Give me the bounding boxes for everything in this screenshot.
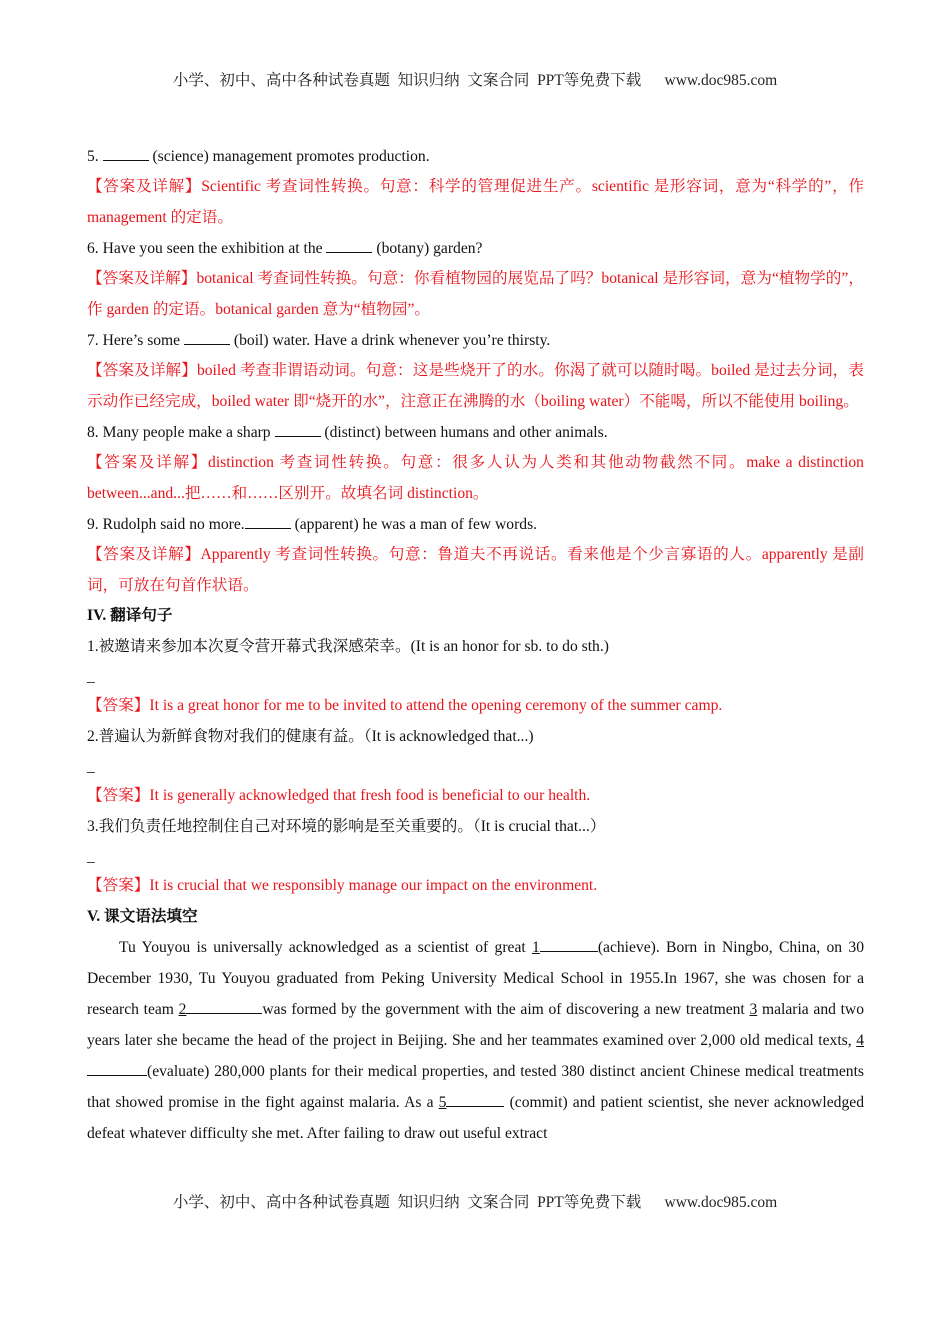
document-body bbox=[87, 142, 864, 1149]
blank-number-3: 3 bbox=[749, 1001, 758, 1019]
page-footer: 小学、初中、高中各种试卷真题 知识归纳 文案合同 PPT等免费下载 www.doc985.com bbox=[172, 1194, 778, 1211]
question-5: 5. (science) management promotes production. 【答案及详解】Scientific 考查词性转换。句意：科学的管理促进生产。scientific 是形容词，意为“科学的”，作 management 的定语。 bbox=[87, 142, 864, 234]
fill-blank bbox=[540, 937, 598, 952]
answer-blank bbox=[245, 514, 291, 529]
answer-blank bbox=[184, 330, 230, 345]
fill-blank bbox=[186, 999, 262, 1014]
question-7: 7. Here’s some (boil) water. Have a drink whenever you’re thirsty. 【答案及详解】boiled 考查非谓语动词。句意：这是些烧开了的水。你渴了就可以随时喝。boiled 是过去分词，表示动作已经完成，boiled water 即“烧开的水”，注意正在沸腾的水（boiling water）不能喝，所以不能使用 boiling。 bbox=[87, 326, 864, 418]
answer: 【答案】It is generally acknowledged that fresh food is beneficial to our health. bbox=[87, 787, 591, 805]
blank-number-1: 1 bbox=[532, 939, 540, 957]
section-title-grammar-fill: V. 课文语法填空 bbox=[87, 908, 198, 926]
grammar-fill-passage: Tu Youyou is universally acknowledged as a scientist of great 1 (achieve). Born in Ningbo, China, on 30 December 1930, Tu Youyou graduated from Peking University Medical School in 1955.In 1967, she was chosen for a research team 2 was formed by the government with the aim of discovering a new treatment 3 malaria and two years later she became the head of the project in Beijing. She and her teammates examined over 2,000 old medical texts, 4(evaluate) 280,000 plants for their medical properties, and tested 380 distinct ancient Chinese medical treatments that showed promise in the fight against malaria. As a 5 (commit) and patient scientist, she never acknowledged defeat whatever difficulty she met. After failing to draw out useful extract bbox=[87, 939, 864, 1143]
answer: 【答案】It is crucial that we responsibly manage our impact on the environment. bbox=[87, 877, 598, 895]
fill-blank bbox=[87, 1061, 147, 1076]
blank-number-2: 2 bbox=[178, 1001, 187, 1019]
answer-explanation: 【答案及详解】Scientific 考查词性转换。句意：科学的管理促进生产。scientific 是形容词，意为“科学的”，作 management 的定语。 bbox=[87, 178, 864, 227]
answer-blank bbox=[326, 238, 372, 253]
translation-2: 2.普遍认为新鲜食物对我们的健康有益。（It is acknowledged that...) _ 【答案】It is generally acknowledged that fresh food is beneficial to our health. bbox=[87, 722, 864, 812]
answer: 【答案】It is a great honor for me to be invited to attend the opening ceremony of the summer camp. bbox=[87, 697, 723, 715]
blank-number-4: 4 bbox=[856, 1032, 864, 1050]
answer-explanation: 【答案及详解】Apparently 考查词性转换。句意：鲁道夫不再说话。看来他是个少言寡语的人。apparently 是副词，可放在句首作状语。 bbox=[87, 545, 864, 594]
question-9: 9. Rudolph said no more. (apparent) he was a man of few words. 【答案及详解】Apparently 考查词性转换。句意：鲁道夫不再说话。看来他是个少言寡语的人。apparently 是副词，可放在句首作状语。 bbox=[87, 510, 864, 602]
fill-blank bbox=[446, 1092, 504, 1107]
answer-blank bbox=[103, 146, 149, 161]
answer-blank bbox=[275, 422, 321, 437]
question-8: 8. Many people make a sharp (distinct) between humans and other animals. 【答案及详解】distinction 考查词性转换。句意：很多人认为人类和其他动物截然不同。make a distinction between...and...把……和……区别开。故填名词 distinction。 bbox=[87, 418, 864, 510]
blank-number-5: 5 bbox=[438, 1094, 447, 1112]
question-6: 6. Have you seen the exhibition at the (botany) garden? 【答案及详解】botanical 考查词性转换。句意：你看植物园的展览品了吗？botanical 是形容词，意为“植物学的”，作 garden 的定语。botanical garden 意为“植物园”。 bbox=[87, 234, 864, 326]
translation-1: 1.被邀请来参加本次夏令营开幕式我深感荣幸。(It is an honor for sb. to do sth.) _ 【答案】It is a great honor for me to be invited to attend the opening ceremony of the summer camp. bbox=[87, 632, 864, 722]
answer-explanation: 【答案及详解】boiled 考查非谓语动词。句意：这是些烧开了的水。你渴了就可以随时喝。boiled 是过去分词，表示动作已经完成，boiled water 即“烧开的水”，注意正在沸腾的水（boiling water）不能喝，所以不能使用 boiling。 bbox=[87, 362, 864, 410]
answer-explanation: 【答案及详解】botanical 考查词性转换。句意：你看植物园的展览品了吗？botanical 是形容词，意为“植物学的”，作 garden 的定语。botanical garden 意为“植物园”。 bbox=[87, 270, 864, 318]
section-title-translation: IV. 翻译句子 bbox=[87, 607, 173, 625]
translation-3: 3.我们负责任地控制住自己对环境的影响是至关重要的。（It is crucial that...） _ 【答案】It is crucial that we responsibly manage our impact on the environment. bbox=[87, 812, 864, 902]
answer-explanation: 【答案及详解】distinction 考查词性转换。句意：很多人认为人类和其他动物截然不同。make a distinction between...and...把……和……区别开。故填名词 distinction。 bbox=[87, 453, 864, 502]
page-header: 小学、初中、高中各种试卷真题 知识归纳 文案合同 PPT等免费下载 www.doc985.com bbox=[172, 72, 778, 89]
